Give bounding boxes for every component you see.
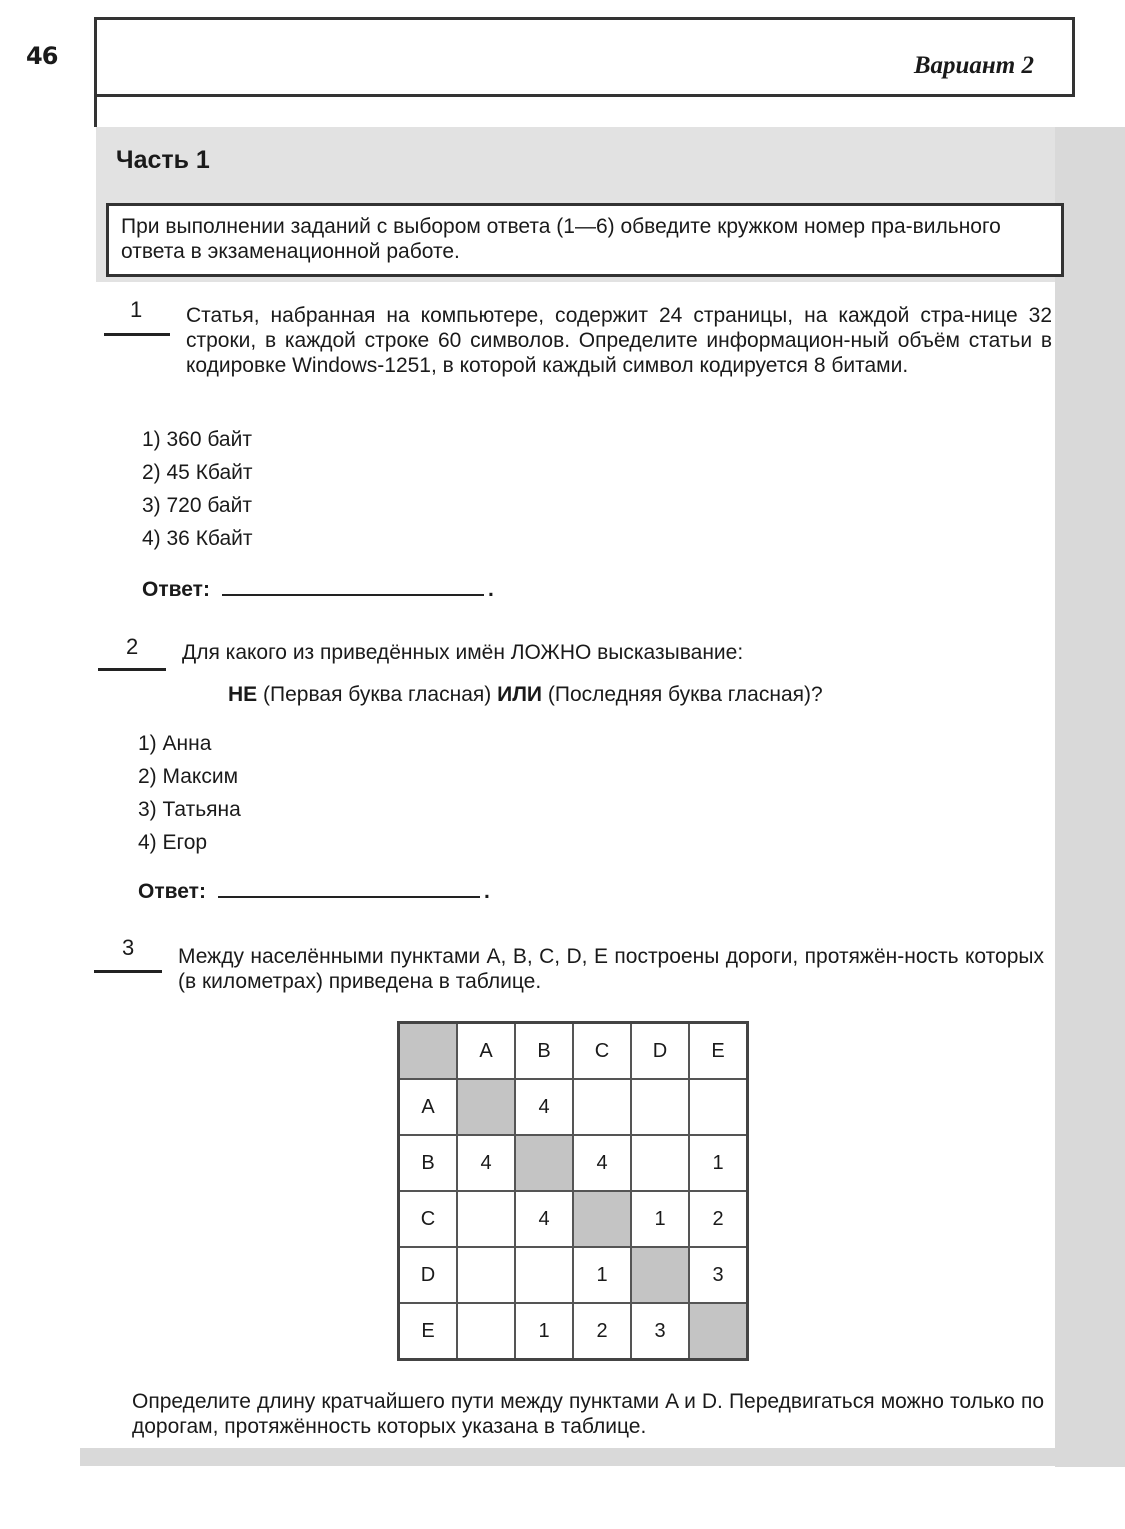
formula-cond-2: (Последняя буква гласная)? xyxy=(547,683,823,706)
gray-right-margin xyxy=(1055,127,1125,1467)
task-1-answer-blank[interactable] xyxy=(222,578,484,596)
table-row-header: B xyxy=(399,1135,458,1191)
table-row-header: D xyxy=(399,1247,458,1303)
header-box xyxy=(94,17,1075,97)
table-cell: 1 xyxy=(631,1191,689,1247)
task-2-option-3[interactable]: 3) Татьяна xyxy=(138,798,241,821)
task-2-text: Для какого из приведённых имён ЛОЖНО высказывание: xyxy=(182,641,744,664)
table-cell-diagonal xyxy=(515,1135,573,1191)
table-cell-diagonal xyxy=(573,1191,631,1247)
table-cell: 3 xyxy=(631,1303,689,1360)
table-header: B xyxy=(515,1023,573,1080)
table-row-header: C xyxy=(399,1191,458,1247)
task-3-question: Определите длину кратчайшего пути между пунктами A и D. Передвигаться можно только по дорогам, протяжённость которых указана в таблице. xyxy=(132,1390,1044,1438)
task-2-answer-blank[interactable] xyxy=(218,880,480,898)
task-1-number: 1 xyxy=(130,297,143,322)
task-1-answer-label: Ответ: xyxy=(142,578,210,601)
table-cell: 1 xyxy=(573,1247,631,1303)
table-row xyxy=(399,1303,748,1360)
table-cell: 4 xyxy=(515,1079,573,1135)
task-2-answer-label: Ответ: xyxy=(138,880,206,903)
table-row xyxy=(399,1191,748,1247)
table-header: E xyxy=(689,1023,748,1080)
variant-label: Вариант 2 xyxy=(913,52,1034,79)
left-rule xyxy=(94,97,97,127)
table-cell xyxy=(457,1191,515,1247)
table-cell-diagonal xyxy=(631,1247,689,1303)
table-header: D xyxy=(631,1023,689,1080)
table-cell: 1 xyxy=(689,1135,748,1191)
page-number: 46 xyxy=(26,42,58,70)
task-2-rule xyxy=(98,668,166,671)
task-3-text: Между населёнными пунктами A, B, C, D, E построены дороги, протяжён-ность которых (в километрах) приведена в таблице. xyxy=(178,945,1044,993)
table-cell xyxy=(457,1247,515,1303)
table-cell: 2 xyxy=(573,1303,631,1360)
table-cell-diagonal xyxy=(457,1079,515,1135)
table-cell xyxy=(457,1303,515,1360)
table-cell: 4 xyxy=(573,1135,631,1191)
table-row xyxy=(399,1135,748,1191)
table-corner xyxy=(399,1023,458,1080)
task-3-number: 3 xyxy=(122,935,135,960)
gray-bottom-margin xyxy=(80,1448,1125,1466)
table-cell xyxy=(631,1135,689,1191)
task-2-option-1[interactable]: 1) Анна xyxy=(138,732,212,755)
task-2-options xyxy=(138,727,241,859)
task-1-answer xyxy=(142,578,494,602)
task-1-answer-dot: . xyxy=(487,578,494,601)
table-cell xyxy=(515,1247,573,1303)
task-1-option-2[interactable]: 2) 45 Кбайт xyxy=(142,461,253,484)
formula-or: ИЛИ xyxy=(497,683,543,706)
task-1-text: Статья, набранная на компьютере, содержит 24 страницы, на каждой стра-нице 32 строки, в каждой строке 60 символов. Определите информацион-ный объём статьи в кодировке Windows-1251, в которой каждый символ кодируется 8 битами. xyxy=(186,304,1052,377)
formula-not: НЕ xyxy=(228,683,258,706)
table-cell: 2 xyxy=(689,1191,748,1247)
table-cell xyxy=(689,1079,748,1135)
table-row-header: E xyxy=(399,1303,458,1360)
table-row xyxy=(399,1247,748,1303)
task-1-options xyxy=(142,423,253,555)
table-cell: 1 xyxy=(515,1303,573,1360)
table-row-header: A xyxy=(399,1079,458,1135)
instruction-box xyxy=(106,203,1064,277)
table-row xyxy=(399,1079,748,1135)
task-1-rule xyxy=(104,333,170,336)
task-2-number: 2 xyxy=(126,634,139,659)
table-cell xyxy=(631,1079,689,1135)
task-1-option-3[interactable]: 3) 720 байт xyxy=(142,494,252,517)
table-cell: 4 xyxy=(457,1135,515,1191)
table-cell xyxy=(573,1079,631,1135)
task-3-rule xyxy=(94,970,162,973)
instruction-text: При выполнении заданий с выбором ответа (1—6) обведите кружком номер пра-вильного ответа в экзаменационной работе. xyxy=(121,215,1001,263)
table-header: A xyxy=(457,1023,515,1080)
task-1-option-1[interactable]: 1) 360 байт xyxy=(142,428,252,451)
task-2-formula xyxy=(228,683,823,707)
formula-cond-1: (Первая буква гласная) xyxy=(263,683,492,706)
table-header-row xyxy=(399,1023,748,1080)
task-2-answer xyxy=(138,880,490,904)
distance-table xyxy=(397,1021,749,1361)
task-2-answer-dot: . xyxy=(483,880,490,903)
task-1-option-4[interactable]: 4) 36 Кбайт xyxy=(142,527,253,550)
part-title: Часть 1 xyxy=(116,146,210,174)
table-cell-diagonal xyxy=(689,1303,748,1360)
table-cell: 4 xyxy=(515,1191,573,1247)
table-header: C xyxy=(573,1023,631,1080)
task-2-option-4[interactable]: 4) Егор xyxy=(138,831,208,854)
task-2-option-2[interactable]: 2) Максим xyxy=(138,765,239,788)
table-cell: 3 xyxy=(689,1247,748,1303)
